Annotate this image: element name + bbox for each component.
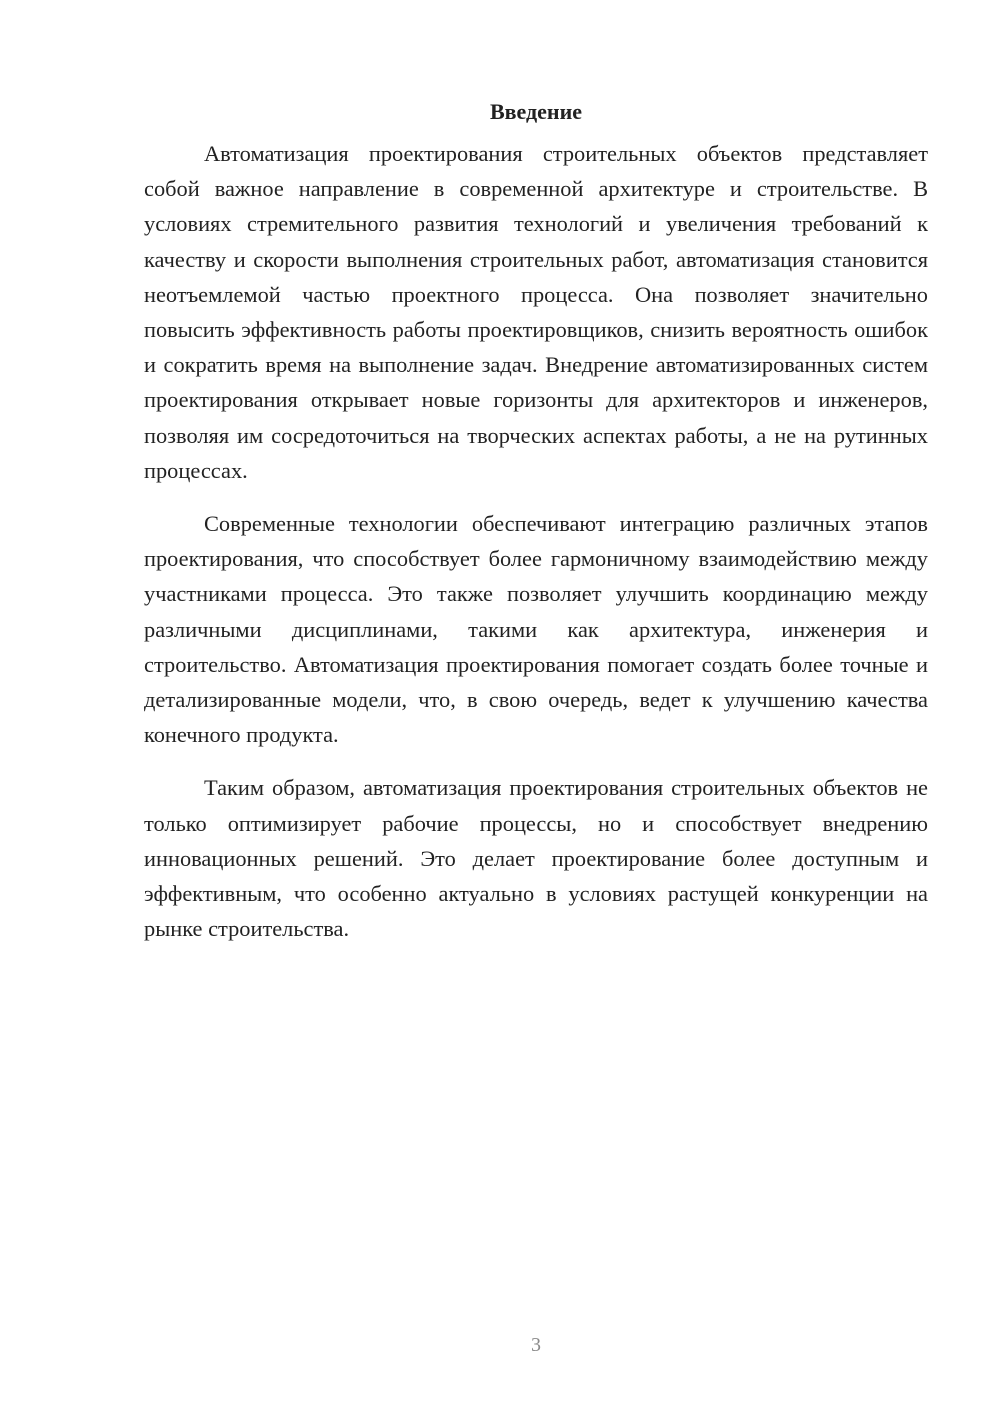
paragraph-1: Автоматизация проектирования строительных объектов представляет собой важное направление в современной архитектуре и строительстве. В условиях стремительного развития технологий и увеличения требований к качеству и скорости выполнения строительных работ, автоматизация становится неотъемлемой частью проектного процесса. Она позволяет значительно повысить эффективность работы проектировщиков, снизить вероятность ошибок и сократить время на выполнение задач. Внедрение автоматизированных систем проектирования открывает новые горизонты для архитекторов и инженеров, позволяя им сосредоточиться на творческих аспектах работы, а не на рутинных процессах.	[144, 141, 928, 483]
paragraph-2: Современные технологии обеспечивают интеграцию различных этапов проектирования, что способствует более гармоничному взаимодействию между участниками процесса. Это также позволяет улучшить координацию между различными дисциплинами, такими как архитектура, инженерия и строительство. Автоматизация проектирования помогает создать более точные и детализированные модели, что, в свою очередь, ведет к улучшению качества конечного продукта.	[144, 511, 928, 748]
document-body	[144, 96, 928, 946]
paragraph-3: Таким образом, автоматизация проектирования строительных объектов не только оптимизирует рабочие процессы, но и способствует внедрению инновационных решений. Это делает проектирование более доступным и эффективным, что особенно актуально в условиях растущей конкуренции на рынке строительства.	[144, 775, 928, 942]
section-heading: Введение	[489, 99, 583, 124]
page-number: 3	[531, 1334, 541, 1356]
